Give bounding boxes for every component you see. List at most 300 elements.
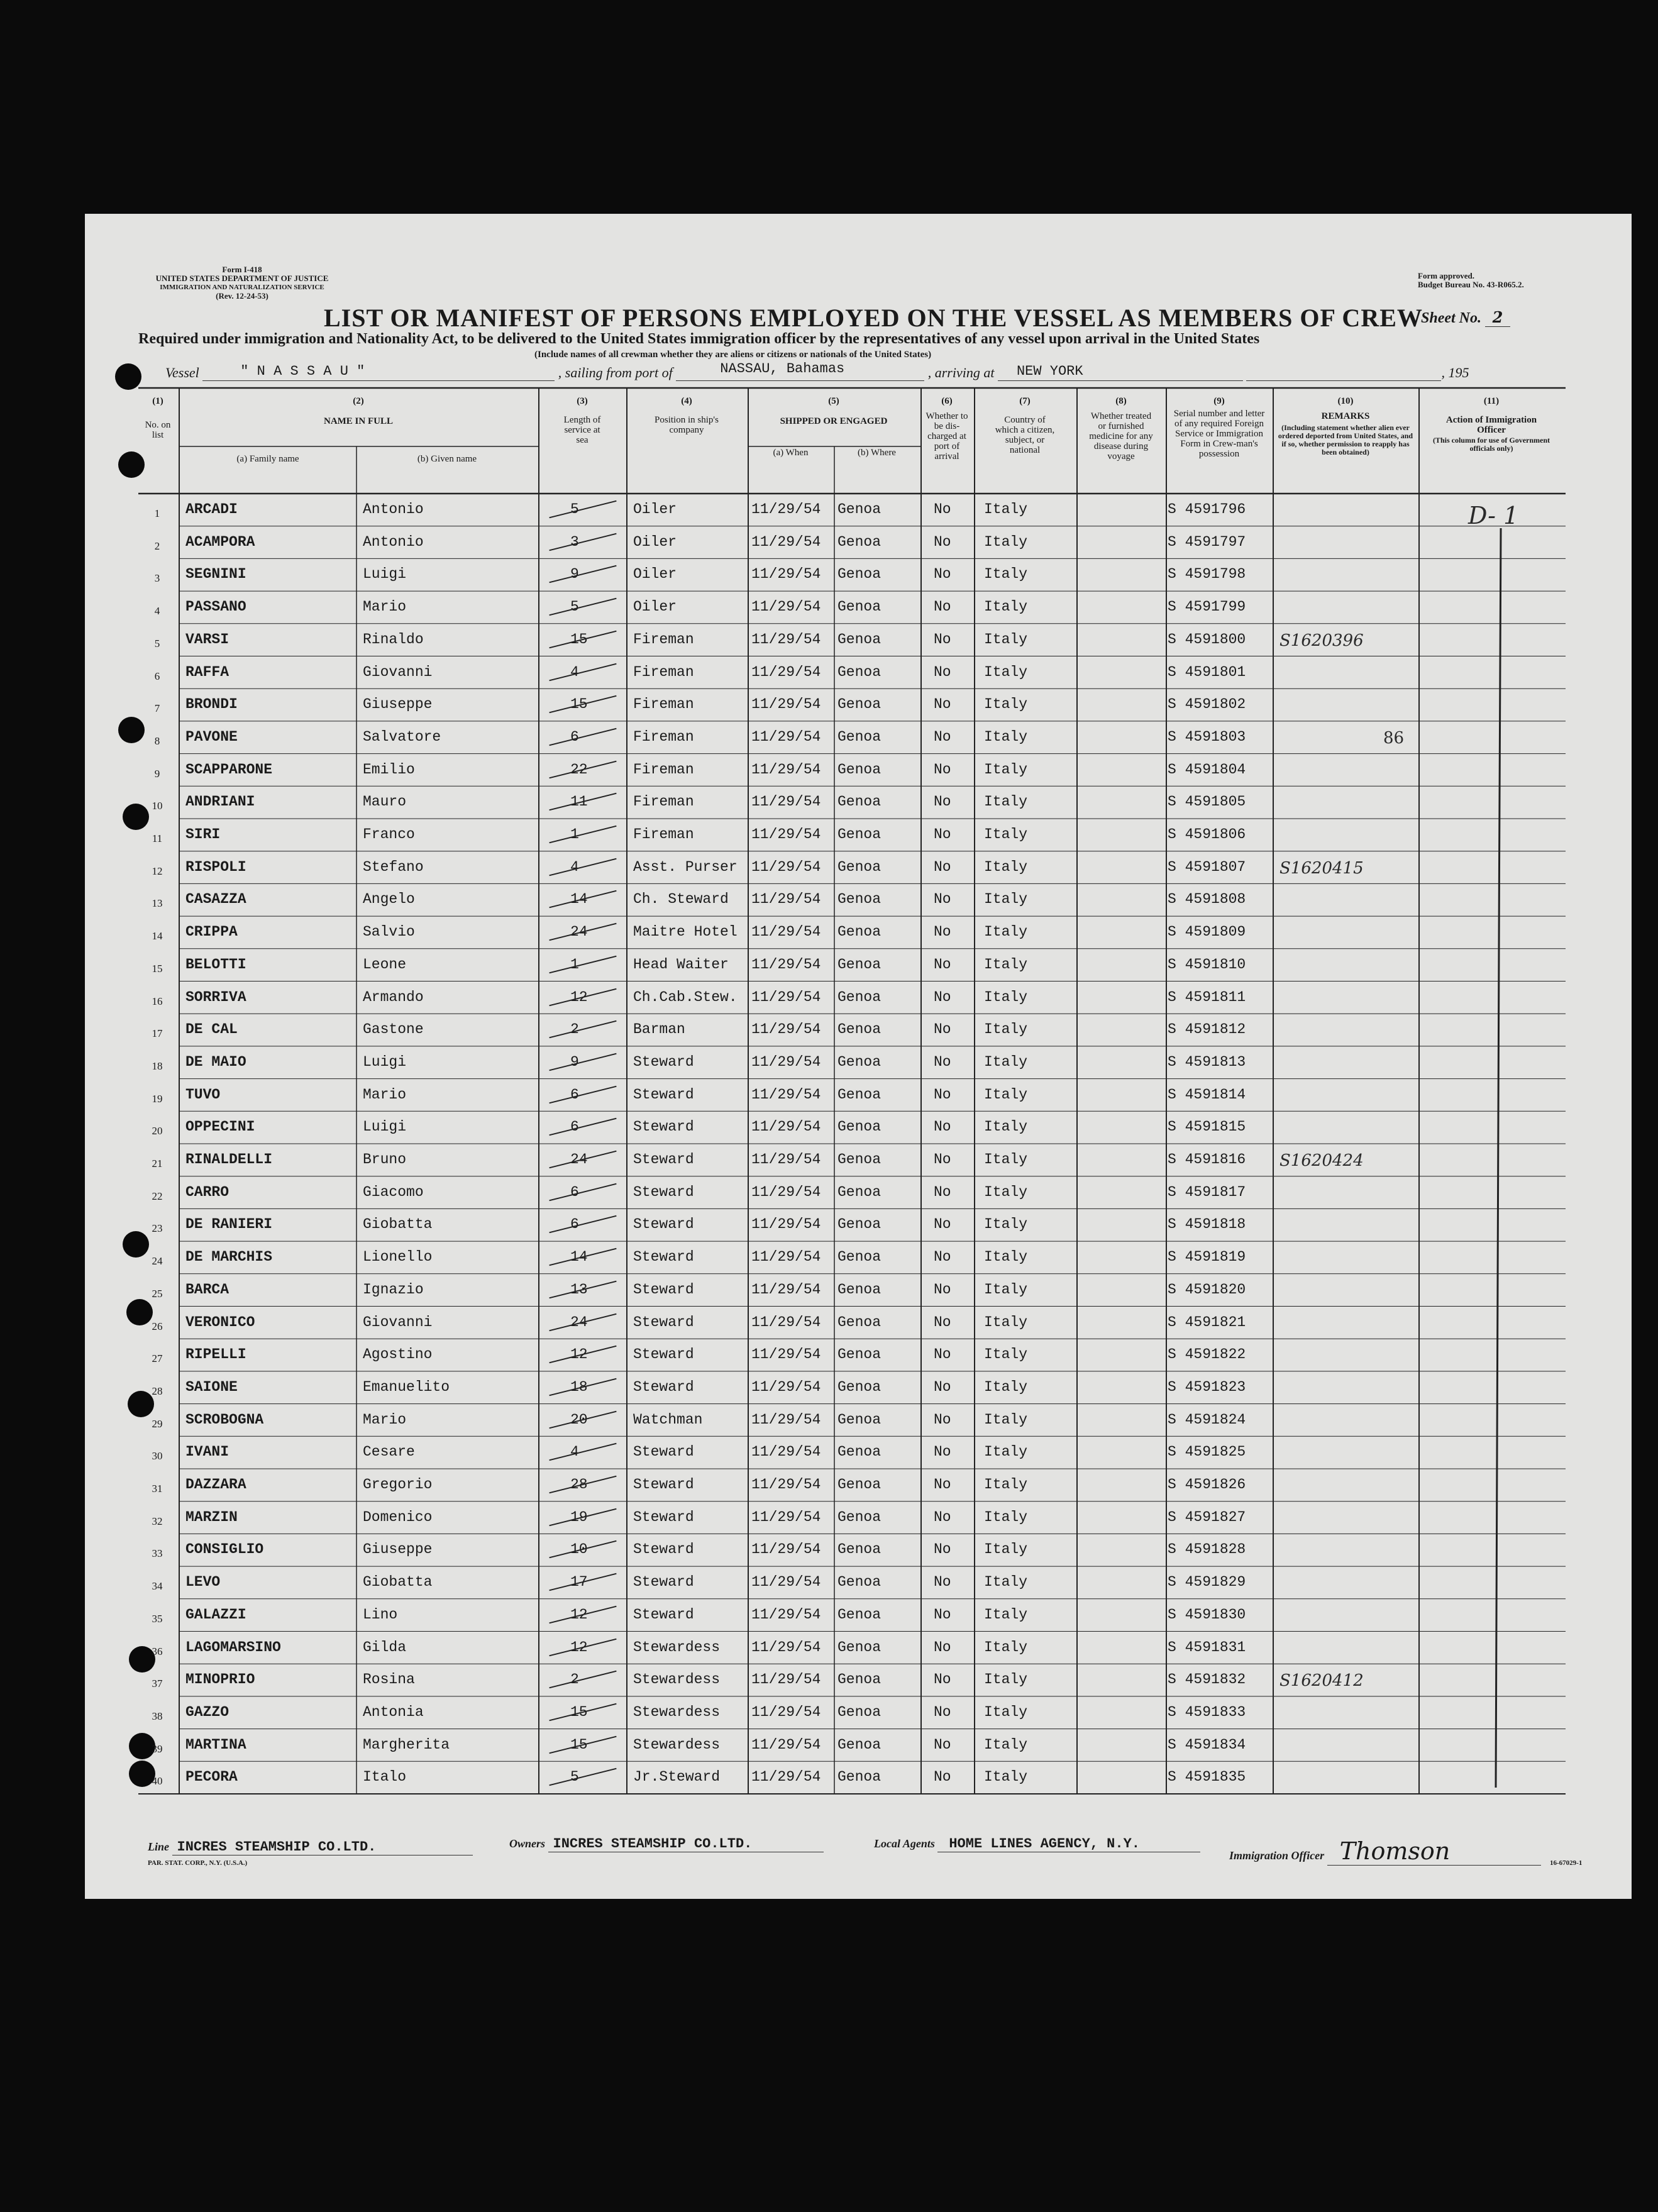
discharged: No [934, 1151, 951, 1168]
shipped-when: 11/29/54 [751, 794, 821, 810]
shipped-where: Genoa [837, 1119, 882, 1136]
given-name: Leone [363, 956, 407, 973]
position: Ch. Steward [633, 891, 729, 908]
position: Steward [633, 1216, 694, 1233]
table-row [85, 1404, 1632, 1437]
shipped-when: 11/29/54 [751, 1249, 821, 1266]
discharged: No [934, 1053, 951, 1070]
row-number: 11 [152, 832, 163, 844]
shipped-where: Genoa [837, 794, 882, 810]
punch-hole [115, 363, 141, 390]
length-of-service: 6 [570, 728, 579, 745]
sailing-label: , sailing from port of [558, 365, 673, 380]
col4-title: Position in ship's company [655, 415, 719, 435]
given-name: Salvatore [363, 728, 441, 745]
table-row [85, 1176, 1632, 1209]
shipped-when: 11/29/54 [751, 1151, 821, 1168]
serial-number: S 4591823 [1168, 1378, 1246, 1395]
discharged: No [934, 1249, 951, 1266]
shipped-where: Genoa [837, 1183, 882, 1200]
family-name: RAFFA [185, 663, 229, 680]
family-name: SCAPPARONE [185, 761, 273, 778]
family-name: OPPECINI [185, 1119, 255, 1136]
length-of-service: 14 [570, 891, 588, 908]
family-name: SORRIVA [185, 988, 246, 1005]
serial-number: S 4591818 [1168, 1216, 1246, 1233]
table-row [85, 1274, 1632, 1307]
table-row [85, 982, 1632, 1014]
discharged: No [934, 599, 951, 616]
table-row [85, 591, 1632, 624]
col11-number: (11) [1483, 396, 1500, 406]
row-number: 34 [152, 1580, 163, 1593]
check-slash [549, 1020, 616, 1039]
serial-number: S 4591831 [1168, 1639, 1246, 1656]
country: Italy [984, 1281, 1028, 1298]
table-row [85, 1307, 1632, 1339]
serial-number: S 4591819 [1168, 1249, 1246, 1266]
serial-number: S 4591807 [1168, 858, 1246, 875]
shipped-when: 11/29/54 [751, 533, 821, 550]
vessel-name: " N A S S A U " [240, 363, 365, 379]
shipped-when: 11/29/54 [751, 663, 821, 680]
table-row [85, 1761, 1632, 1794]
shipped-when: 11/29/54 [751, 858, 821, 875]
shipped-when: 11/29/54 [751, 1378, 821, 1395]
given-name: Ignazio [363, 1281, 424, 1298]
row-number: 26 [152, 1320, 163, 1332]
family-name: RIPELLI [185, 1346, 246, 1363]
serial-number: S 4591821 [1168, 1313, 1246, 1330]
table-row [85, 1014, 1632, 1046]
serial-number: S 4591832 [1168, 1671, 1246, 1688]
family-name: CRIPPA [185, 924, 238, 941]
row-number: 38 [152, 1710, 163, 1722]
position: Steward [633, 1119, 694, 1136]
row-number: 25 [152, 1287, 163, 1300]
serial-number: S 4591822 [1168, 1346, 1246, 1363]
col2-number: (2) [353, 396, 364, 406]
shipped-where: Genoa [837, 501, 882, 517]
owners-label: Owners [509, 1837, 546, 1850]
discharged: No [934, 663, 951, 680]
subtitle: Required under immigration and Nationality Act, to be delivered to the United States immigration officer by the representatives of any vessel upon arrival in the United States [138, 331, 1260, 347]
length-of-service: 24 [570, 1151, 588, 1168]
discharged: No [934, 1346, 951, 1363]
discharged: No [934, 728, 951, 745]
table-row [85, 1729, 1632, 1762]
serial-number: S 4591834 [1168, 1736, 1246, 1753]
discharged: No [934, 891, 951, 908]
shipped-when: 11/29/54 [751, 1346, 821, 1363]
given-name: Angelo [363, 891, 415, 908]
family-name: ARCADI [185, 501, 238, 517]
shipped-when: 11/29/54 [751, 1281, 821, 1298]
serial-number: S 4591817 [1168, 1183, 1246, 1200]
shipped-where: Genoa [837, 1541, 882, 1558]
table-row [85, 1371, 1632, 1404]
col10-header [1273, 396, 1418, 456]
given-name: Salvio [363, 924, 415, 941]
position: Steward [633, 1476, 694, 1493]
given-name: Antonio [363, 501, 424, 517]
table-row [85, 1566, 1632, 1599]
position: Stewardess [633, 1639, 721, 1656]
discharged: No [934, 533, 951, 550]
shipped-where: Genoa [837, 1639, 882, 1656]
length-of-service: 28 [570, 1476, 588, 1493]
country: Italy [984, 956, 1028, 973]
position: Fireman [633, 663, 694, 680]
family-name: IVANI [185, 1444, 229, 1461]
length-of-service: 12 [570, 1346, 588, 1363]
discharged: No [934, 924, 951, 941]
position: Steward [633, 1541, 694, 1558]
col5a-header: (a) When [773, 448, 809, 458]
check-slash [549, 1053, 616, 1071]
shipped-when: 11/29/54 [751, 696, 821, 713]
discharged: No [934, 1444, 951, 1461]
row-number: 14 [152, 930, 163, 943]
discharged: No [934, 1021, 951, 1038]
country: Italy [984, 1346, 1028, 1363]
serial-number: S 4591805 [1168, 794, 1246, 810]
check-slash [549, 1215, 616, 1234]
shipped-where: Genoa [837, 1411, 882, 1428]
row-number: 21 [152, 1158, 163, 1170]
row-number: 13 [152, 897, 163, 910]
discharged: No [934, 1541, 951, 1558]
check-slash [549, 1085, 616, 1103]
given-name: Mario [363, 1086, 407, 1103]
shipped-when: 11/29/54 [751, 891, 821, 908]
family-name: TUVO [185, 1086, 221, 1103]
check-slash [549, 1118, 616, 1136]
length-of-service: 4 [570, 1444, 579, 1461]
shipped-where: Genoa [837, 1346, 882, 1363]
family-name: SAIONE [185, 1378, 238, 1395]
table-row [85, 754, 1632, 787]
discharged: No [934, 501, 951, 517]
position: Oiler [633, 566, 677, 583]
col3-header [539, 396, 626, 445]
serial-number: S 4591820 [1168, 1281, 1246, 1298]
shipped-where: Genoa [837, 1606, 882, 1623]
row-number: 32 [152, 1515, 163, 1527]
table-row [85, 786, 1632, 819]
family-name: MARZIN [185, 1508, 238, 1525]
col6-title: Whether to be dis-charged at port of arrival [926, 411, 968, 462]
country: Italy [984, 501, 1028, 517]
row-number: 18 [152, 1059, 163, 1072]
given-name: Gastone [363, 1021, 424, 1038]
punch-hole [118, 451, 145, 478]
given-name: Giuseppe [363, 1541, 433, 1558]
position: Steward [633, 1574, 694, 1591]
given-name: Antonia [363, 1703, 424, 1720]
country: Italy [984, 1541, 1028, 1558]
given-name: Antonio [363, 533, 424, 550]
position: Watchman [633, 1411, 703, 1428]
position: Fireman [633, 728, 694, 745]
country: Italy [984, 1606, 1028, 1623]
table-row [85, 1696, 1632, 1729]
row-number: 15 [152, 962, 163, 975]
row-number: 8 [154, 734, 160, 747]
table-row [85, 1208, 1632, 1241]
serial-number: S 4591798 [1168, 566, 1246, 583]
shipped-when: 11/29/54 [751, 761, 821, 778]
service: IMMIGRATION AND NATURALIZATION SERVICE [160, 284, 324, 291]
shipped-when: 11/29/54 [751, 1671, 821, 1688]
check-slash [549, 598, 616, 616]
table-row [85, 1469, 1632, 1501]
country: Italy [984, 1249, 1028, 1266]
shipped-where: Genoa [837, 956, 882, 973]
vessel-field [202, 363, 555, 381]
country: Italy [984, 663, 1028, 680]
family-name: VERONICO [185, 1313, 255, 1330]
shipped-where: Genoa [837, 988, 882, 1005]
discharged: No [934, 1411, 951, 1428]
length-of-service: 2 [570, 1671, 579, 1688]
country: Italy [984, 533, 1028, 550]
shipped-when: 11/29/54 [751, 1736, 821, 1753]
col2b-header: (b) Given name [417, 454, 477, 464]
country: Italy [984, 1444, 1028, 1461]
row-number: 16 [152, 995, 163, 1007]
check-slash [549, 533, 616, 551]
manifest-sheet [85, 214, 1632, 1899]
shipped-when: 11/29/54 [751, 1313, 821, 1330]
form-approval [1418, 272, 1524, 289]
country: Italy [984, 1769, 1028, 1786]
shipped-when: 11/29/54 [751, 924, 821, 941]
line-value: INCRES STEAMSHIP CO.LTD. [172, 1839, 473, 1855]
table-row [85, 851, 1632, 884]
check-slash [549, 500, 616, 519]
serial-number: S 4591833 [1168, 1703, 1246, 1720]
check-slash [549, 728, 616, 746]
col8-number: (8) [1115, 396, 1127, 406]
discharged: No [934, 794, 951, 810]
length-of-service: 9 [570, 1053, 579, 1070]
discharged: No [934, 631, 951, 648]
given-name: Luigi [363, 1053, 407, 1070]
country: Italy [984, 1671, 1028, 1688]
shipped-where: Genoa [837, 631, 882, 648]
given-name: Lino [363, 1606, 398, 1623]
shipped-where: Genoa [837, 1769, 882, 1786]
vessel-label: Vessel [165, 365, 199, 380]
shipped-when: 11/29/54 [751, 1183, 821, 1200]
remarks: S1620424 [1279, 1151, 1364, 1170]
position: Asst. Purser [633, 858, 738, 875]
shipped-where: Genoa [837, 728, 882, 745]
length-of-service: 9 [570, 566, 579, 583]
position: Fireman [633, 826, 694, 843]
country: Italy [984, 1378, 1028, 1395]
family-name: DE RANIERI [185, 1216, 273, 1233]
shipped-where: Genoa [837, 1574, 882, 1591]
table-row [85, 949, 1632, 982]
officer-signature: Thomson [1327, 1837, 1541, 1866]
country: Italy [984, 761, 1028, 778]
shipped-where: Genoa [837, 1281, 882, 1298]
country: Italy [984, 1119, 1028, 1136]
row-number: 22 [152, 1190, 163, 1202]
col5-title: SHIPPED OR ENGAGED [780, 416, 888, 426]
shipped-where: Genoa [837, 1086, 882, 1103]
row-number: 37 [152, 1678, 163, 1690]
col7-header [975, 396, 1075, 455]
position: Steward [633, 1053, 694, 1070]
shipped-where: Genoa [837, 1444, 882, 1461]
sheet-label: Sheet No. [1421, 310, 1481, 326]
col7-number: (7) [1019, 396, 1031, 406]
family-name: CASAZZA [185, 891, 246, 908]
discharged: No [934, 566, 951, 583]
row-number: 7 [154, 702, 160, 715]
length-of-service: 6 [570, 1119, 579, 1136]
shipped-when: 11/29/54 [751, 566, 821, 583]
discharged: No [934, 1639, 951, 1656]
shipped-where: Genoa [837, 1216, 882, 1233]
length-of-service: 19 [570, 1508, 588, 1525]
length-of-service: 4 [570, 663, 579, 680]
discharged: No [934, 1703, 951, 1720]
family-name: DE CAL [185, 1021, 238, 1038]
family-name: DAZZARA [185, 1476, 246, 1493]
length-of-service: 12 [570, 1639, 588, 1656]
family-name: ANDRIANI [185, 794, 255, 810]
serial-number: S 4591813 [1168, 1053, 1246, 1070]
discharged: No [934, 1769, 951, 1786]
position: Steward [633, 1444, 694, 1461]
discharged: No [934, 1281, 951, 1298]
length-of-service: 12 [570, 1606, 588, 1623]
table-row [85, 656, 1632, 689]
arriving-label: , arriving at [927, 365, 995, 380]
row-number: 20 [152, 1125, 163, 1137]
country: Italy [984, 1508, 1028, 1525]
sheet-number: 2 [1485, 308, 1510, 327]
row-number: 17 [152, 1027, 163, 1040]
family-name: RISPOLI [185, 858, 246, 875]
position: Ch.Cab.Stew. [633, 988, 738, 1005]
position: Steward [633, 1151, 694, 1168]
shipped-when: 11/29/54 [751, 1639, 821, 1656]
discharged: No [934, 1671, 951, 1688]
serial-number: S 4591801 [1168, 663, 1246, 680]
position: Fireman [633, 794, 694, 810]
country: Italy [984, 826, 1028, 843]
given-name: Giovanni [363, 1313, 433, 1330]
given-name: Bruno [363, 1151, 407, 1168]
given-name: Rinaldo [363, 631, 424, 648]
shipped-when: 11/29/54 [751, 956, 821, 973]
row-number: 35 [152, 1612, 163, 1625]
serial-number: S 4591811 [1168, 988, 1246, 1005]
serial-number: S 4591802 [1168, 696, 1246, 713]
remarks: S1620396 [1279, 631, 1364, 650]
shipped-where: Genoa [837, 696, 882, 713]
serial-number: S 4591830 [1168, 1606, 1246, 1623]
discharged: No [934, 1378, 951, 1395]
length-of-service: 24 [570, 924, 588, 941]
family-name: CONSIGLIO [185, 1541, 264, 1558]
given-name: Mauro [363, 794, 407, 810]
table-row [85, 721, 1632, 754]
serial-number: S 4591835 [1168, 1769, 1246, 1786]
table-row [85, 526, 1632, 559]
family-name: ACAMPORA [185, 533, 255, 550]
position: Steward [633, 1313, 694, 1330]
serial-number: S 4591809 [1168, 924, 1246, 941]
shipped-when: 11/29/54 [751, 1476, 821, 1493]
position: Oiler [633, 501, 677, 517]
country: Italy [984, 1216, 1028, 1233]
given-name: Italo [363, 1769, 407, 1786]
discharged: No [934, 1183, 951, 1200]
shipped-where: Genoa [837, 1476, 882, 1493]
shipped-when: 11/29/54 [751, 1508, 821, 1525]
sailing-port: NASSAU, Bahamas [720, 361, 845, 377]
country: Italy [984, 1151, 1028, 1168]
shipped-when: 11/29/54 [751, 1411, 821, 1428]
col11-note: (This column for use of Government officials only) [1432, 436, 1550, 453]
country: Italy [984, 1736, 1028, 1753]
shipped-when: 11/29/54 [751, 501, 821, 517]
family-name: SCROBOGNA [185, 1411, 264, 1428]
row-number: 27 [152, 1352, 163, 1365]
sheet-number-label [1421, 308, 1510, 327]
given-name: Luigi [363, 1119, 407, 1136]
given-name: Agostino [363, 1346, 433, 1363]
position: Oiler [633, 533, 677, 550]
given-name: Emilio [363, 761, 415, 778]
serial-number: S 4591799 [1168, 599, 1246, 616]
position: Head Waiter [633, 956, 729, 973]
family-name: PECORA [185, 1769, 238, 1786]
table-row [85, 688, 1632, 721]
table-row [85, 624, 1632, 656]
col4-number: (4) [681, 396, 692, 406]
row-number: 28 [152, 1385, 163, 1397]
discharged: No [934, 1574, 951, 1591]
discharged: No [934, 1119, 951, 1136]
shipped-where: Genoa [837, 858, 882, 875]
form-info [138, 265, 346, 301]
given-name: Gregorio [363, 1476, 433, 1493]
remarks: 86 [1383, 728, 1405, 748]
col1-number: (1) [152, 396, 163, 406]
family-name: BELOTTI [185, 956, 246, 973]
length-of-service: 14 [570, 1249, 588, 1266]
check-slash [549, 1768, 616, 1786]
sailing-field [676, 361, 924, 381]
length-of-service: 22 [570, 761, 588, 778]
col5-number: (5) [828, 396, 839, 406]
position: Steward [633, 1183, 694, 1200]
shipped-where: Genoa [837, 566, 882, 583]
line-label: Line [148, 1840, 169, 1853]
row-number: 31 [152, 1483, 163, 1495]
serial-number: S 4591816 [1168, 1151, 1246, 1168]
length-of-service: 12 [570, 988, 588, 1005]
row-number: 12 [152, 865, 163, 877]
shipped-when: 11/29/54 [751, 1541, 821, 1558]
